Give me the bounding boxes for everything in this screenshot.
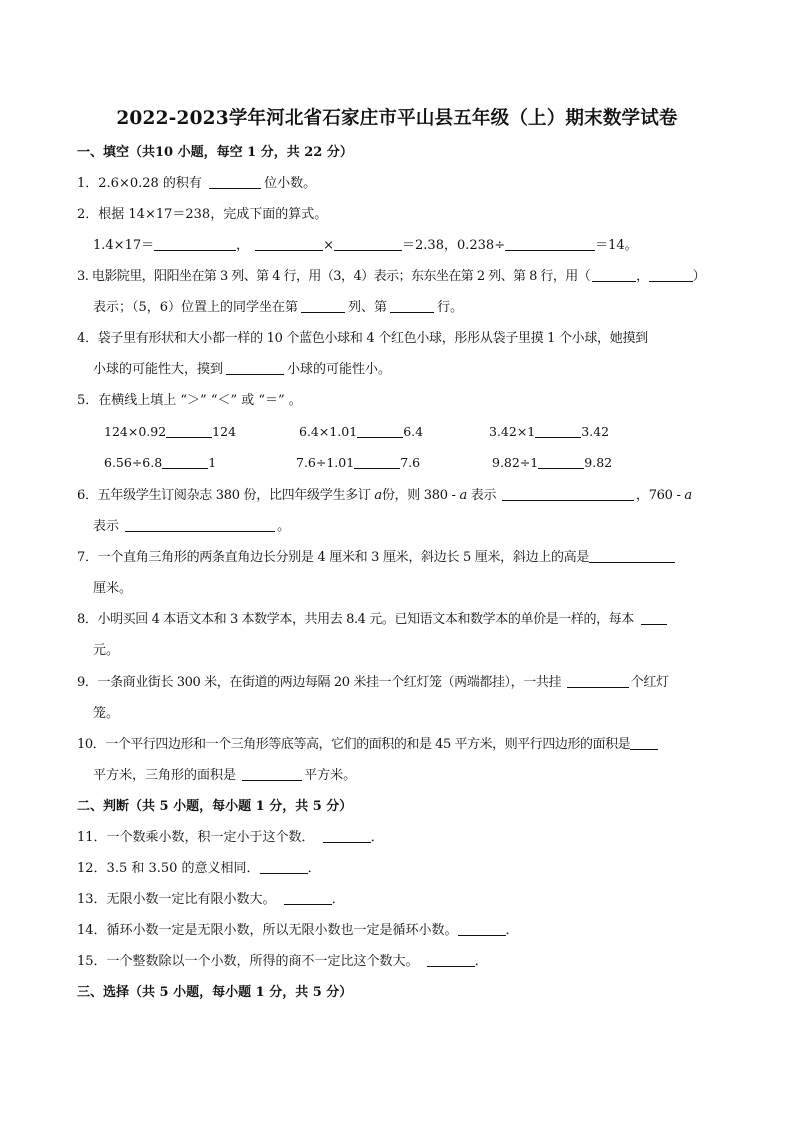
answer-blank[interactable] <box>630 737 658 750</box>
equation-text: ， <box>236 238 250 253</box>
question-13-text: 13．无限小数一定比有限小数大。 <box>77 892 276 907</box>
question-14-text: 14．循环小数一定是无限小数，所以无限小数也一定是循环小数。 <box>77 923 458 938</box>
comparison-left: 3.42×1 <box>489 424 536 439</box>
question-1-text: 1．2.6×0.28 的积有 <box>77 176 202 191</box>
answer-blank[interactable] <box>323 830 371 843</box>
variable-a: a <box>459 488 467 503</box>
answer-blank[interactable] <box>284 892 332 905</box>
question-8 <box>77 611 667 629</box>
question-14 <box>77 922 519 940</box>
question-15-text: 15．一个整数除以一个小数，所得的商不一定比这个数大。 <box>77 954 419 969</box>
question-3-text: 表示；（5，6）位置上的同学坐在第 <box>93 300 299 315</box>
comparison-left: 9.82÷1 <box>492 455 539 470</box>
question-7-cont: 厘米。 <box>93 581 133 596</box>
answer-blank[interactable] <box>242 768 302 781</box>
comparison-left: 124×0.92 <box>104 424 167 439</box>
question-13 <box>77 891 345 909</box>
comparison-item <box>492 455 612 470</box>
question-6-text: 表示 <box>470 488 497 503</box>
answer-blank[interactable] <box>354 456 400 469</box>
question-14-text: ． <box>505 923 519 938</box>
answer-blank[interactable] <box>502 488 634 501</box>
comparison-left: 6.56÷6.8 <box>104 455 163 470</box>
equation-text: ＝14。 <box>595 238 638 253</box>
answer-blank[interactable] <box>166 425 212 438</box>
comparison-item <box>299 424 423 439</box>
comparison-item <box>104 424 236 439</box>
question-3 <box>77 268 705 286</box>
answer-blank[interactable] <box>301 300 345 313</box>
comparison-left: 7.6÷1.01 <box>296 455 355 470</box>
answer-blank[interactable] <box>357 425 403 438</box>
question-4-cont <box>93 361 391 379</box>
answer-blank[interactable] <box>255 238 323 251</box>
comparison-right: 6.4 <box>403 424 424 439</box>
question-10-text: 平方米，三角形的面积是 <box>93 768 237 783</box>
answer-blank[interactable] <box>390 300 434 313</box>
variable-a: a <box>684 488 692 503</box>
question-6-text: 份，则 380 - <box>381 488 460 503</box>
answer-blank[interactable] <box>427 954 475 967</box>
answer-blank[interactable] <box>589 550 675 563</box>
comparison-right: 1 <box>208 455 217 470</box>
question-12-text: ． <box>307 861 321 876</box>
question-6-text: ，760 - <box>636 488 685 503</box>
answer-blank[interactable] <box>538 456 584 469</box>
question-4-text: 小球的可能性大，摸到 <box>93 362 224 377</box>
question-13-text: ． <box>331 892 345 907</box>
question-5-row-1 <box>0 424 794 442</box>
answer-blank[interactable] <box>458 923 506 936</box>
variable-a: a <box>374 488 382 503</box>
answer-blank[interactable] <box>154 238 236 251</box>
comparison-right: 124 <box>212 424 237 439</box>
answer-blank[interactable] <box>226 362 284 375</box>
question-1-text-end: 位小数。 <box>264 176 317 191</box>
answer-blank[interactable] <box>641 612 667 625</box>
equation-text: 1.4×17＝ <box>93 238 155 253</box>
question-9-text: 个红灯 <box>630 675 669 690</box>
answer-blank[interactable] <box>260 861 308 874</box>
question-11-text: 11．一个数乘小数，积一定小于这个数． <box>77 830 315 845</box>
answer-blank[interactable] <box>567 675 629 688</box>
question-10-text: 10．一个平行四边形和一个三角形等底等高，它们的面积的和是 45 平方米，则平行四边形的面积是 <box>77 737 631 752</box>
page-title: 2022-2023学年河北省石家庄市平山县五年级（上）期末数学试卷 <box>116 108 678 129</box>
answer-blank[interactable] <box>162 456 208 469</box>
answer-blank[interactable] <box>334 238 402 251</box>
question-2-equations <box>93 237 638 255</box>
question-5-row-2 <box>0 455 794 473</box>
question-4-text: 小球的可能性小。 <box>287 362 392 377</box>
question-12 <box>77 860 321 878</box>
question-6-text: 6．五年级学生订阅杂志 380 份，比四年级学生多订 <box>77 488 371 503</box>
question-10-text: 平方米。 <box>304 768 357 783</box>
answer-blank[interactable] <box>592 269 636 282</box>
question-2: 2．根据 14×17＝238，完成下面的算式。 <box>77 207 328 222</box>
comparison-item <box>104 455 216 470</box>
question-11-text: ． <box>370 830 384 845</box>
equation-text: ＝2.38，0.238÷ <box>402 238 506 253</box>
question-9-cont: 笼。 <box>93 706 120 721</box>
comparison-right: 7.6 <box>400 455 421 470</box>
question-6 <box>77 487 692 505</box>
comparison-right: 3.42 <box>581 424 610 439</box>
question-6-cont <box>93 518 290 536</box>
question-6-text: 。 <box>277 519 291 534</box>
equation-text: × <box>323 238 335 253</box>
answer-blank[interactable] <box>505 238 595 251</box>
question-3-text: 列、第 <box>348 300 388 315</box>
question-10 <box>77 736 658 754</box>
section-heading-fill-in: 一、填空（共10 小题，每空 1 分，共 22 分） <box>77 145 353 160</box>
question-3-text: 行。 <box>437 300 464 315</box>
question-12-text: 12．3.5 和 3.50 的意义相同． <box>77 861 260 876</box>
question-3-cont <box>93 299 463 317</box>
section-heading-multiple-choice: 三、选择（共 5 小题，每小题 1 分，共 5 分） <box>77 985 353 1000</box>
question-8-text: 8．小明买回 4 本语文本和 3 本数学本，共用去 8.4 元。已知语文本和数学本的单价是一样的，每本 <box>77 612 634 627</box>
question-5: 5．在横线上填上 “＞” “＜” 或 “＝” 。 <box>77 393 302 408</box>
question-3-text: ， <box>636 269 649 284</box>
question-15 <box>77 953 488 971</box>
comparison-left: 6.4×1.01 <box>299 424 358 439</box>
question-6-text: 表示 <box>93 519 120 534</box>
question-9-text: 9．一条商业街长 300 米，在街道的两边每隔 20 米挂一个红灯笼（两端都挂），一共挂 <box>77 675 562 690</box>
question-8-cont: 元。 <box>93 643 120 658</box>
comparison-item <box>489 424 609 439</box>
question-7 <box>77 549 675 567</box>
comparison-item <box>296 455 420 470</box>
question-3-text: ） <box>692 269 706 284</box>
answer-blank[interactable] <box>535 425 581 438</box>
question-3-text: 3. 电影院里，阳阳坐在第 3 列、第 4 行，用（3，4）表示；东东坐在第 2 列、第 8 行，用（ <box>77 269 591 284</box>
question-4: 4．袋子里有形状和大小都一样的 10 个蓝色小球和 4 个红色小球，彤彤从袋子里摸 1 个小球，她摸到 <box>77 331 648 346</box>
answer-blank[interactable] <box>125 519 275 532</box>
question-10-cont <box>93 767 356 785</box>
answer-blank[interactable] <box>649 269 693 282</box>
question-15-text: ． <box>474 954 488 969</box>
comparison-right: 9.82 <box>584 455 613 470</box>
answer-blank[interactable] <box>209 176 261 189</box>
question-1 <box>77 175 316 193</box>
question-9 <box>77 674 669 692</box>
section-heading-true-false: 二、判断（共 5 小题，每小题 1 分，共 5 分） <box>77 799 353 814</box>
question-11 <box>77 829 384 847</box>
question-7-text: 7．一个直角三角形的两条直角边长分别是 4 厘米和 3 厘米，斜边长 5 厘米，斜边上的高是 <box>77 550 590 565</box>
